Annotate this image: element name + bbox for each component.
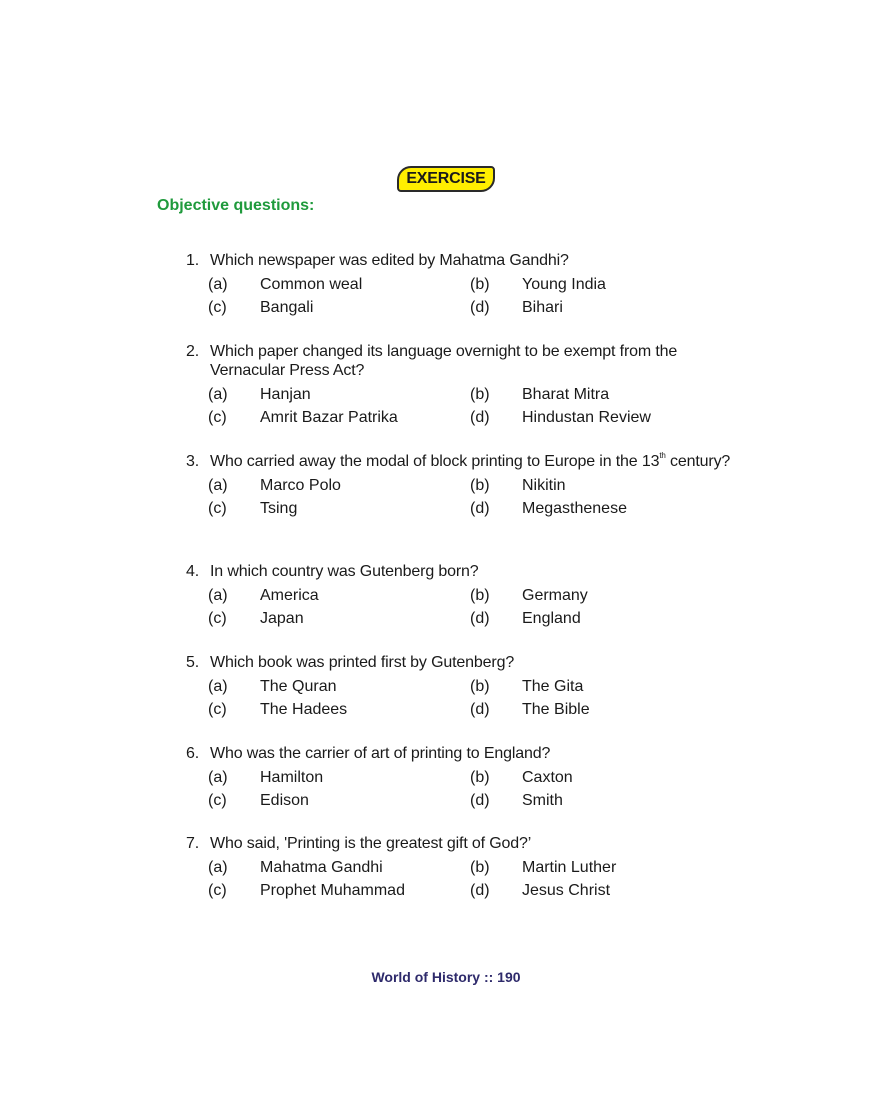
option-label: (a) <box>208 587 228 604</box>
option-label: (d) <box>470 792 490 809</box>
option-text: Jesus Christ <box>522 882 611 899</box>
option-label: (c) <box>208 610 227 627</box>
option-text: The Bible <box>522 701 590 718</box>
question-item <box>186 562 746 630</box>
option-label: (c) <box>208 299 227 316</box>
option-label: (d) <box>470 299 490 316</box>
option-list <box>186 856 746 902</box>
question-item <box>186 744 746 812</box>
question-item <box>186 251 746 319</box>
section-subtitle: Objective questions: <box>157 197 315 214</box>
option-label: (a) <box>208 678 228 695</box>
option-text: Japan <box>260 610 304 627</box>
question-text <box>210 453 730 470</box>
option-label: (b) <box>470 386 490 403</box>
question-number: 6. <box>186 745 200 762</box>
option-text: Tsing <box>260 500 298 517</box>
option-label: (a) <box>208 859 228 876</box>
option-label: (d) <box>470 409 490 426</box>
option-list <box>186 474 746 520</box>
option-text: Hindustan Review <box>522 409 651 426</box>
option-text: Nikitin <box>522 477 566 494</box>
question-number: 7. <box>186 835 200 852</box>
question-number: 4. <box>186 563 200 580</box>
option-label: (b) <box>470 276 490 293</box>
option-label: (a) <box>208 769 228 786</box>
option-list <box>186 675 746 721</box>
option-label: (a) <box>208 477 228 494</box>
option-label: (b) <box>470 587 490 604</box>
option-text: Edison <box>260 792 309 809</box>
option-text: Mahatma Gandhi <box>260 859 383 876</box>
option-list <box>186 273 746 319</box>
option-text: America <box>260 587 319 604</box>
question-number: 2. <box>186 343 200 360</box>
page-footer: World of History :: 190 <box>371 969 521 985</box>
option-list <box>186 584 746 630</box>
option-text: Bihari <box>522 299 563 316</box>
question-number: 3. <box>186 453 200 470</box>
option-text: Germany <box>522 587 588 604</box>
question-text-part: Who carried away the modal of block printing to Europe in the 13 <box>210 453 660 470</box>
option-text: Hamilton <box>260 769 324 786</box>
question-number: 1. <box>186 252 200 269</box>
option-list <box>186 766 746 812</box>
option-text: Megasthenese <box>522 500 627 517</box>
option-label: (c) <box>208 882 227 899</box>
ordinal-superscript: th <box>659 451 666 460</box>
question-text-part: century? <box>665 453 731 470</box>
option-text: Young India <box>522 276 606 293</box>
option-text: Caxton <box>522 769 573 786</box>
option-text: Bangali <box>260 299 314 316</box>
option-label: (b) <box>470 678 490 695</box>
option-list <box>186 383 746 429</box>
question-item <box>186 452 746 520</box>
option-text: Bharat Mitra <box>522 386 610 403</box>
option-label: (a) <box>208 276 228 293</box>
option-text: Marco Polo <box>260 477 341 494</box>
option-text: Smith <box>522 792 563 809</box>
option-text: The Hadees <box>260 701 348 718</box>
option-label: (d) <box>470 882 490 899</box>
option-text: England <box>522 610 581 627</box>
option-text: Prophet Muhammad <box>260 882 405 899</box>
option-label: (b) <box>470 769 490 786</box>
question-item <box>186 834 746 902</box>
option-label: (b) <box>470 859 490 876</box>
question-text: Which paper changed its language overnight to be exempt from the Vernacular Press Act? <box>210 343 678 379</box>
option-label: (c) <box>208 701 227 718</box>
option-text: Common weal <box>260 276 363 293</box>
question-text: Who was the carrier of art of printing to England? <box>210 745 551 762</box>
option-label: (c) <box>208 500 227 517</box>
exercise-title: EXERCISE <box>406 170 486 187</box>
option-label: (d) <box>470 500 490 517</box>
option-label: (c) <box>208 792 227 809</box>
option-text: Hanjan <box>260 386 311 403</box>
option-text: Amrit Bazar Patrika <box>260 409 398 426</box>
question-text: In which country was Gutenberg born? <box>210 563 479 580</box>
question-text: Which book was printed first by Gutenberg? <box>210 654 515 671</box>
exercise-banner <box>397 166 495 192</box>
question-item <box>186 342 746 429</box>
option-label: (b) <box>470 477 490 494</box>
question-text: Who said, 'Printing is the greatest gift of God?’ <box>210 835 532 852</box>
option-label: (c) <box>208 409 227 426</box>
option-text: The Gita <box>522 678 584 695</box>
question-item <box>186 653 746 721</box>
question-text: Which newspaper was edited by Mahatma Gandhi? <box>210 252 569 269</box>
option-label: (a) <box>208 386 228 403</box>
option-label: (d) <box>470 701 490 718</box>
question-number: 5. <box>186 654 200 671</box>
option-text: The Quran <box>260 678 337 695</box>
option-label: (d) <box>470 610 490 627</box>
option-text: Martin Luther <box>522 859 617 876</box>
